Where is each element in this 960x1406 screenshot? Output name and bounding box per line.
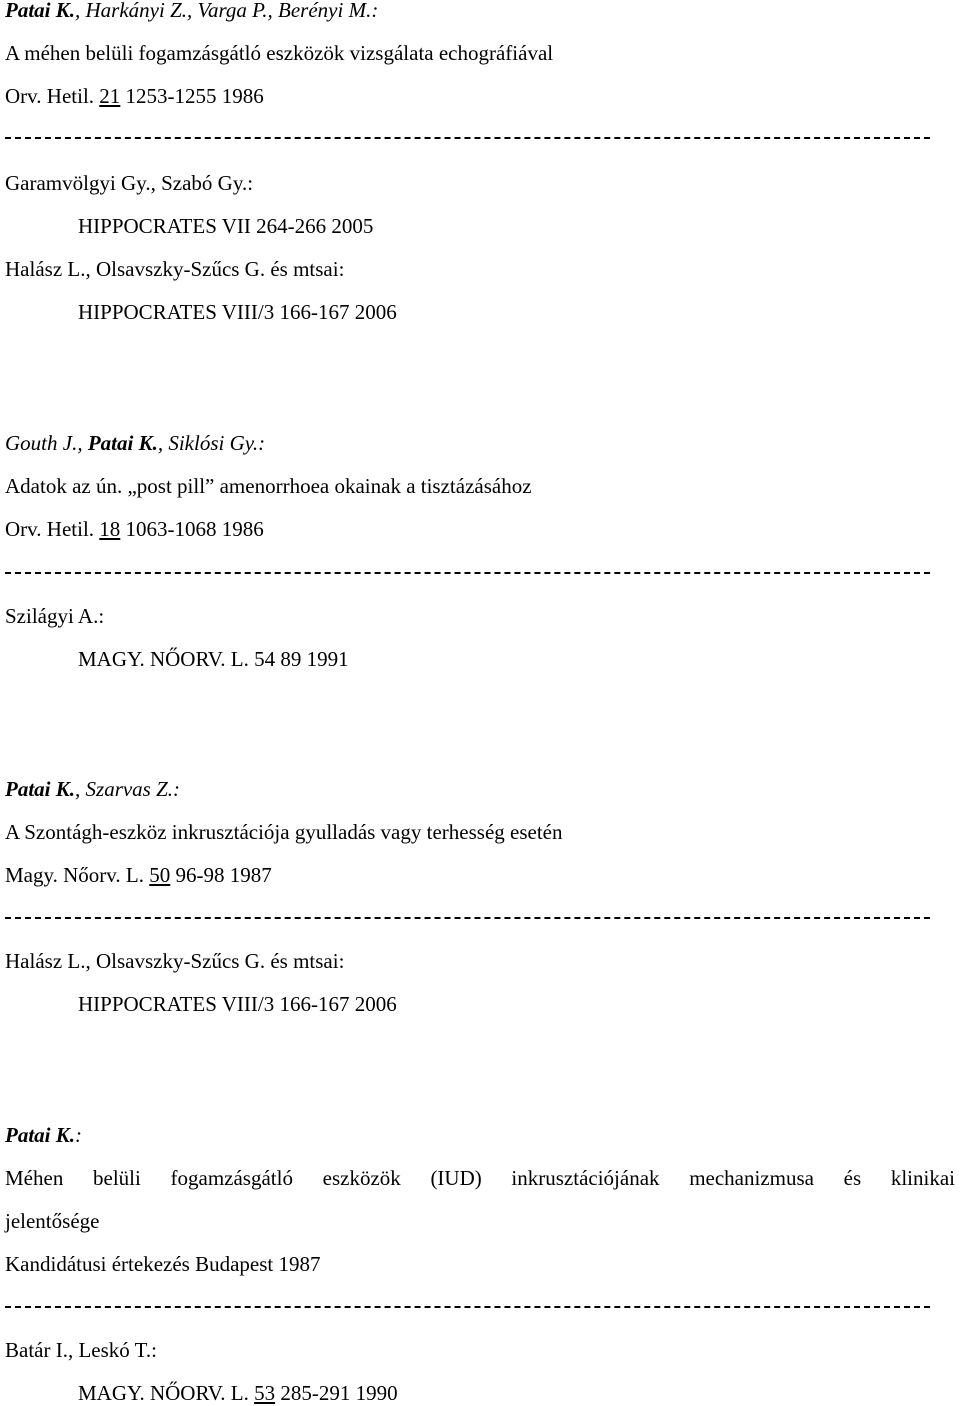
journal-volume: 53 — [254, 1381, 276, 1405]
citation-source — [78, 1380, 398, 1406]
separator — [5, 1306, 930, 1308]
title-word: belüli — [93, 1166, 141, 1190]
entry3-authors — [5, 776, 180, 802]
title-word: eszközök — [322, 1166, 401, 1190]
title-word: inkrusztációjának — [511, 1166, 660, 1190]
entry2-title: Adatok az ún. „post pill” amenorrhoea okainak a tisztázásához — [5, 474, 532, 498]
journal-pages: 96-98 1987 — [170, 863, 272, 887]
citation-source: HIPPOCRATES VII 264-266 2005 — [78, 214, 374, 238]
entry4-title — [5, 1165, 955, 1191]
citation-source: HIPPOCRATES VIII/3 166-167 2006 — [78, 300, 397, 324]
author-highlight: Patai K. — [5, 0, 76, 22]
citation-source: MAGY. NŐORV. L. 54 89 1991 — [78, 647, 349, 671]
entry1-journal — [5, 83, 264, 109]
separator — [5, 917, 930, 919]
author-highlight: Patai K. — [5, 1123, 76, 1147]
entry3-title: A Szontágh-eszköz inkrusztációja gyulladás vagy terhesség esetén — [5, 820, 563, 844]
journal-pages: 1253-1255 1986 — [120, 84, 264, 108]
journal-name: Magy. Nőorv. L. — [5, 863, 150, 887]
citation-authors: Szilágyi A.: — [5, 604, 105, 628]
title-word: és — [843, 1166, 862, 1190]
entry4-authors — [5, 1122, 82, 1148]
citation-authors: Halász L., Olsavszky-Szűcs G. és mtsai: — [5, 257, 345, 281]
journal-volume: 18 — [99, 517, 121, 541]
journal-name: MAGY. NŐORV. L. — [78, 1381, 255, 1405]
author-highlight: Patai K. — [87, 431, 158, 455]
entry1-authors — [5, 0, 378, 23]
journal-pages: 1063-1068 1986 — [120, 517, 264, 541]
journal-pages: 285-291 1990 — [275, 1381, 398, 1405]
citation-authors: Garamvölgyi Gy., Szabó Gy.: — [5, 171, 254, 195]
author-rest: , Szarvas Z.: — [75, 777, 181, 801]
title-word: klinikai — [890, 1166, 955, 1190]
separator — [5, 572, 930, 574]
journal-volume: 21 — [99, 84, 121, 108]
author-rest: , Siklósi Gy.: — [157, 431, 266, 455]
entry4-source: Kandidátusi értekezés Budapest 1987 — [5, 1252, 321, 1276]
entry3-journal — [5, 862, 272, 888]
journal-name: Orv. Hetil. — [5, 517, 100, 541]
entry2-authors — [5, 430, 265, 456]
entry2-journal — [5, 516, 264, 542]
citation-authors: Batár I., Leskó T.: — [5, 1338, 158, 1362]
title-word: mechanizmusa — [689, 1166, 814, 1190]
entry1-title: A méhen belüli fogamzásgátló eszközök vizsgálata echográfiával — [5, 41, 554, 65]
title-word: Méhen — [5, 1166, 64, 1190]
title-word: (IUD) — [430, 1166, 482, 1190]
author-rest: : — [75, 1123, 83, 1147]
entry4-title-continued: jelentősége — [5, 1209, 100, 1233]
author-rest: , Harkányi Z., Varga P., Berényi M.: — [75, 0, 379, 22]
author-highlight: Patai K. — [5, 777, 76, 801]
citation-source: HIPPOCRATES VIII/3 166-167 2006 — [78, 992, 397, 1016]
author-rest: Gouth J., — [5, 431, 88, 455]
journal-name: Orv. Hetil. — [5, 84, 100, 108]
separator — [5, 137, 930, 139]
title-word: fogamzásgátló — [170, 1166, 293, 1190]
citation-authors: Halász L., Olsavszky-Szűcs G. és mtsai: — [5, 949, 345, 973]
journal-volume: 50 — [149, 863, 171, 887]
